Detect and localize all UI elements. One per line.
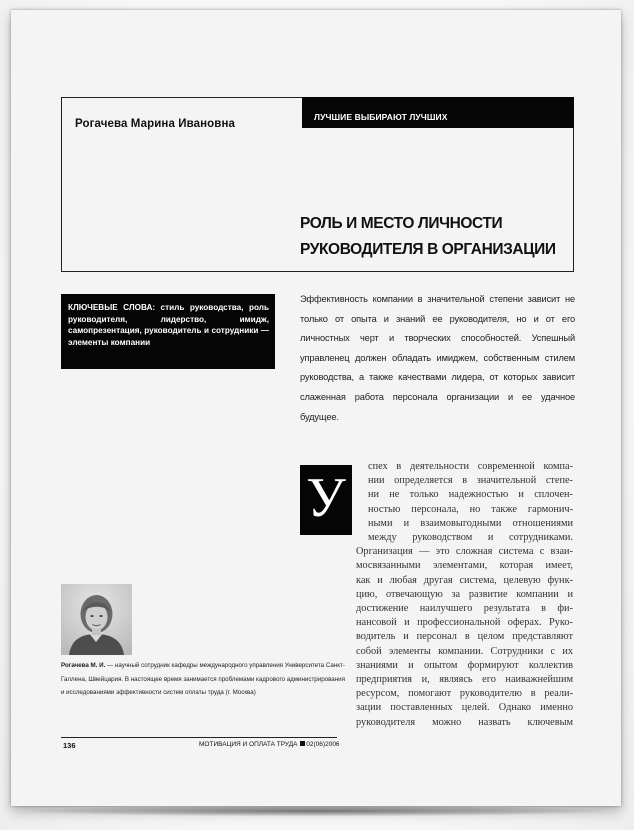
author-photo [61, 584, 132, 655]
body-line: ностью персонала, но также гармонич- [368, 503, 573, 515]
body-line: ными и взаимовыгодными отношениями [368, 517, 573, 529]
author-portrait-image [61, 584, 132, 655]
keywords-box: КЛЮЧЕВЫЕ СЛОВА: стиль руководства, роль руководителя, лидерство, имидж, самопрезентация, руководитель и сотрудники — элементы компании [61, 294, 275, 369]
body-line: мосвязанными элементами, которая имеет, [356, 560, 573, 572]
body-line: Организация — это сложная система с взаи- [356, 546, 573, 558]
body-text [356, 460, 573, 730]
journal-page [11, 10, 621, 806]
issue-number: 02(06)2006 [306, 741, 340, 748]
author-bio [61, 659, 346, 700]
body-line: водитель и персонал в целом представляют [356, 631, 573, 643]
journal-footer [199, 741, 340, 748]
footer-rule [61, 737, 337, 738]
body-line: собой элементы компании. Сотрудники с их [356, 645, 573, 657]
body-line: ни не только надежностью и сплочен- [368, 489, 573, 501]
bio-name: Рогачева М. И. [61, 662, 106, 669]
body-line: между руководством и сотрудниками. [368, 532, 573, 544]
author-name: Рогачева Марина Ивановна [75, 118, 235, 130]
drop-cap: У [300, 465, 352, 535]
body-line: достижение наилучшего результата в фи- [356, 603, 573, 615]
body-line: спех в деятельности современной компа- [368, 461, 573, 472]
body-line: знаниями и опытом формируют коллектив [356, 659, 573, 671]
body-line: зации поставленных целей. Однако именно [356, 702, 573, 714]
body-line: руководителя можно назвать ключевым [356, 716, 573, 728]
article-title-line-1: РОЛЬ И МЕСТО ЛИЧНОСТИ [300, 215, 503, 232]
page-number: 136 [63, 741, 76, 750]
body-line: нансовой и профессиональной оферах. Руко- [356, 617, 573, 629]
journal-name: МОТИВАЦИЯ И ОПЛАТА ТРУДА [199, 741, 298, 748]
page-shadow [32, 806, 602, 816]
body-line: ресурсом, помогают руководителю в реали- [356, 688, 573, 700]
rubric-label: ЛУЧШИЕ ВЫБИРАЮТ ЛУЧШИХ [314, 112, 448, 122]
body-line: предприятия и, являясь его наиважнейшим [356, 674, 573, 686]
lead-paragraph: Эффективность компании в значительной степени зависит не только от опыта и знаний ее руководителя, но и от его личностных черт и творческих способностей. Успешный управленец должен обладать имиджем, собственным стилем руководства, а также качествами лидера, от которых зависит слаженная работа персонала организации и ее удачное будущее. [300, 294, 575, 422]
article-title [300, 211, 570, 263]
body-line: как и любая другая система, целевую функ- [356, 574, 573, 586]
body-line: цию, отвечающую за развитие компании и [356, 588, 573, 600]
bio-text: — научный сотрудник кафедры международного управления Университета Санкт-Галлена, Швейцария. В настоящее время занимается проблемами кадрового администрирования и исследованиями эффективности систем оплаты труда (г. Москва) [61, 662, 345, 697]
rubric-banner [302, 97, 574, 128]
square-bullet-icon [300, 741, 305, 746]
article-title-line-2: РУКОВОДИТЕЛЯ В ОРГАНИЗАЦИИ [300, 241, 556, 258]
body-line: нии определяется в значительной степе- [368, 475, 573, 487]
